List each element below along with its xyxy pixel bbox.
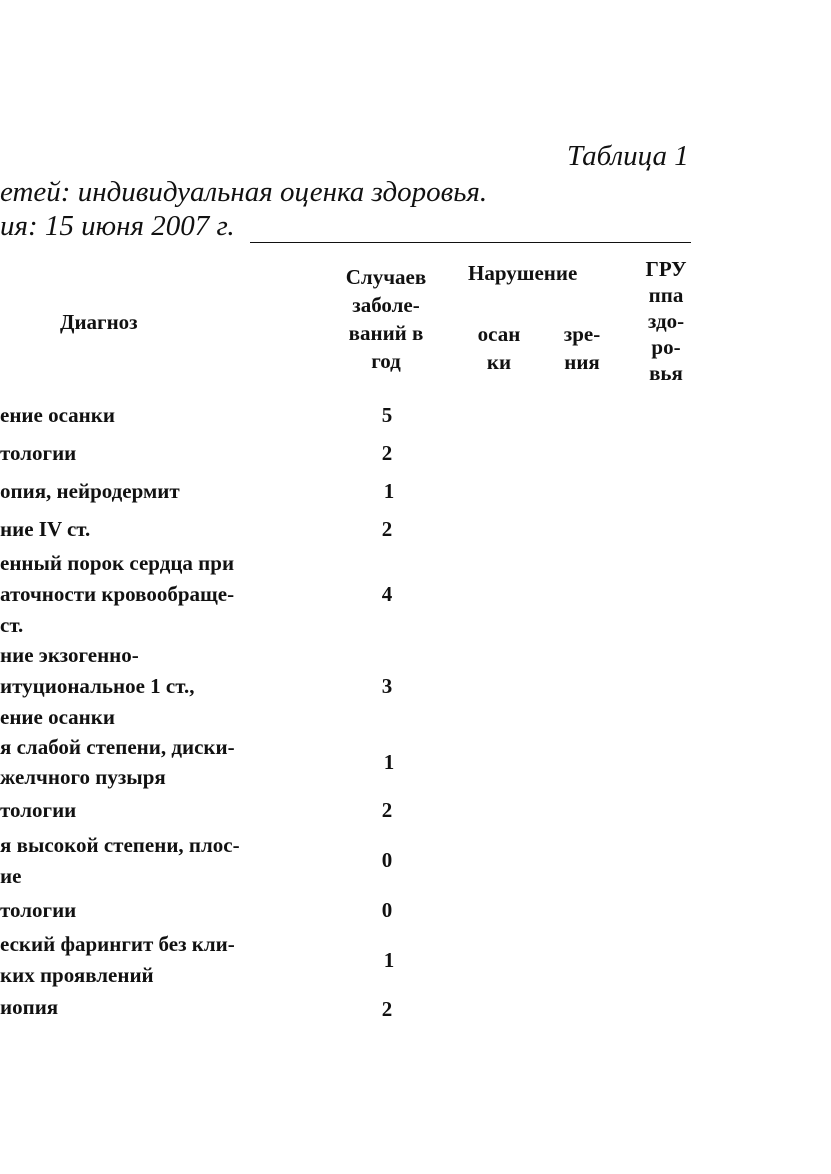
row-cases: 4 xyxy=(381,582,393,606)
row-cases: 3 xyxy=(381,674,393,698)
row-diagnosis: опия, нейродермит xyxy=(0,479,180,503)
fill-in-line xyxy=(250,242,691,243)
row-diagnosis: аточности кровообраще- xyxy=(0,582,235,606)
row-cases: 1 xyxy=(383,750,395,774)
row-cases: 1 xyxy=(383,948,395,972)
row-diagnosis: ение осанки xyxy=(0,705,115,729)
header-vision-line: ния xyxy=(564,350,600,374)
row-diagnosis: иопия xyxy=(0,995,59,1019)
header-cases xyxy=(326,261,446,377)
row-diagnosis: енный порок сердца при xyxy=(0,551,235,575)
row-diagnosis: ние экзогенно- xyxy=(0,643,139,667)
row-diagnosis: еский фарингит без кли- xyxy=(0,932,235,956)
date-line: ия: 15 июня 2007 г. xyxy=(0,210,235,242)
row-cases: 1 xyxy=(383,479,395,503)
header-group-line: ГРУ xyxy=(645,257,687,281)
row-cases: 2 xyxy=(381,441,393,465)
header-vision-line: зре- xyxy=(563,322,601,346)
row-diagnosis: тологии xyxy=(0,898,77,922)
row-cases: 0 xyxy=(381,848,393,872)
header-posture xyxy=(468,318,530,378)
header-cases-line: ваний в xyxy=(348,321,424,345)
row-cases: 2 xyxy=(381,798,393,822)
row-diagnosis: ких проявлений xyxy=(0,963,154,987)
row-diagnosis: тологии xyxy=(0,441,77,465)
row-cases: 2 xyxy=(381,997,393,1021)
header-group-line: здо- xyxy=(647,309,685,333)
table-caption: Таблица 1 xyxy=(567,140,689,172)
header-cases-line: заболе- xyxy=(352,293,420,317)
row-diagnosis: итуциональное 1 ст., xyxy=(0,674,195,698)
row-diagnosis: ст. xyxy=(0,613,24,637)
header-posture-line: ки xyxy=(486,350,512,374)
header-group xyxy=(636,254,696,388)
header-cases-line: Случаев xyxy=(345,265,427,289)
row-diagnosis: я слабой степени, диски- xyxy=(0,735,235,759)
header-vision xyxy=(552,318,612,378)
row-diagnosis: ние IV ст. xyxy=(0,517,91,541)
row-diagnosis: желчного пузыря xyxy=(0,765,166,789)
header-cases-line: год xyxy=(371,349,401,373)
row-diagnosis: ие xyxy=(0,864,22,888)
header-posture-line: осан xyxy=(477,322,521,346)
row-cases: 0 xyxy=(381,898,393,922)
header-group-line: ппа xyxy=(648,283,684,307)
header-group-line: ро- xyxy=(651,335,681,359)
header-group-line: вья xyxy=(649,361,683,385)
row-cases: 2 xyxy=(381,517,393,541)
row-cases: 5 xyxy=(381,403,393,427)
header-diagnosis: Диагноз xyxy=(60,310,138,334)
header-violation: Нарушение xyxy=(468,261,578,285)
row-diagnosis: ение осанки xyxy=(0,403,115,427)
row-diagnosis: я высокой степени, плос- xyxy=(0,833,240,857)
table-title: етей: индивидуальная оценка здоровья. xyxy=(0,176,488,208)
row-diagnosis: тологии xyxy=(0,798,77,822)
